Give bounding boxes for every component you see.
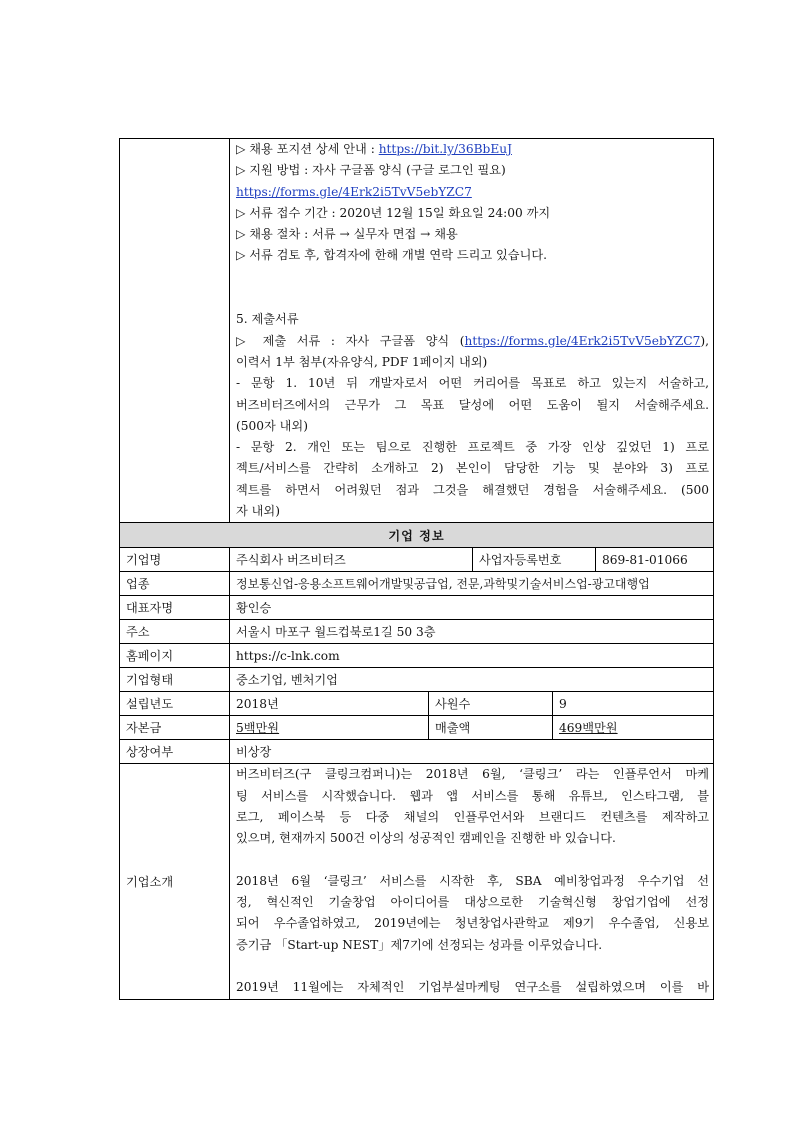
industry-label: 업종: [120, 572, 230, 595]
process-line: ▷ 채용 절차 : 서류 → 실무자 면접 → 채용: [236, 227, 458, 242]
company-type-row: [119, 668, 714, 692]
intro-line: 증기금 「Start-up NEST」제7기에 선정되는 성과를 이루었습니다.: [236, 937, 603, 952]
docs-line-3: - 문항 1. 10년 뒤 개발자로서 어떤 커리어를 목표로 하고 있는지 서술하고,: [236, 376, 709, 391]
intro-content: [230, 764, 713, 998]
homepage-value[interactable]: https://c-lnk.com: [236, 648, 340, 663]
intro-line: 되어 우수졸업하였고, 2019년에는 청년창업사관학교 제9기 우수졸업, 신용보: [236, 916, 709, 931]
company-type-value: 중소기업, 벤처기업: [236, 673, 338, 688]
docs-heading: 5. 제출서류: [236, 312, 299, 327]
intro-line: 있으며, 현재까지 500건 이상의 성공적인 캠페인을 진행한 바 있습니다.: [236, 831, 616, 846]
intro-line: 2019년 11월에는 자체적인 기업부설마케팅 연구소를 설립하였으며 이를 바: [236, 980, 709, 995]
company-name-value: 주식회사 버즈비터즈: [230, 548, 473, 571]
ceo-row: [119, 596, 714, 620]
deadline-line: ▷ 서류 접수 기간 : 2020년 12월 15일 화요일 24:00 까지: [236, 205, 551, 220]
sales-value: 469백만원: [559, 721, 618, 736]
docs-line-6: - 문항 2. 개인 또는 팀으로 진행한 프로젝트 중 가장 인상 깊었던 1) 프로: [236, 440, 709, 455]
company-name-label: 기업명: [120, 548, 230, 571]
sales-value-cell: [553, 716, 713, 739]
recruitment-details-label-cell: [120, 139, 230, 522]
capital-label: 자본금: [120, 716, 230, 739]
docs-line-1: ▷ 제출 서류 : 자사 구글폼 양식 (https://forms.gle/4Erk2i5TvV5ebYZC7),: [236, 333, 709, 348]
ceo-value: 황인승: [236, 601, 272, 616]
docs-line-9: 자 내외): [236, 504, 280, 519]
founded-row: [119, 692, 714, 716]
address-row: [119, 620, 714, 644]
homepage-label: 홈페이지: [120, 644, 230, 667]
position-link[interactable]: https://bit.ly/36BbEuJ: [378, 142, 512, 156]
address-value: 서울시 마포구 월드컵북로1길 50 3층: [236, 625, 436, 640]
spacer: [236, 288, 709, 309]
regno-label: 사업자등록번호: [473, 548, 596, 571]
industry-row: [119, 572, 714, 596]
intro-line: 정, 혁신적인 기술창업 아이디어를 대상으로한 기술혁신형 창업기업에 선정: [236, 895, 709, 910]
docs-line-8: 젝트를 하면서 어려웠던 점과 그것을 해결했던 경험을 서술해주세요. (500: [236, 482, 709, 497]
homepage-row: [119, 644, 714, 668]
notice-line: ▷ 서류 검토 후, 합격자에 한해 개별 연락 드리고 있습니다.: [236, 248, 547, 263]
spacer: [236, 850, 709, 871]
intro-row: [119, 764, 714, 999]
docs-form-link[interactable]: https://forms.gle/4Erk2i5TvV5ebYZC7: [464, 333, 701, 348]
intro-line: 버즈비터즈(구 클링크컴퍼니)는 2018년 6월, ‘클링크’ 라는 인플루언서 마케: [236, 767, 709, 782]
sales-label: 매출액: [429, 716, 553, 739]
founded-value: 2018년: [230, 692, 429, 715]
employees-label: 사원수: [429, 692, 553, 715]
position-info-line: ▷ 채용 포지션 상세 안내 : https://bit.ly/36BbEuJ: [236, 142, 512, 156]
capital-value: 5백만원: [236, 721, 280, 736]
listing-value: 비상장: [236, 745, 272, 760]
apply-form-link[interactable]: https://forms.gle/4Erk2i5TvV5ebYZC7: [236, 184, 472, 199]
regno-value: 869-81-01066: [602, 552, 688, 567]
founded-label: 설립년도: [120, 692, 230, 715]
company-name-row: [119, 548, 714, 572]
intro-label: 기업소개: [120, 764, 230, 998]
docs-line-5: (500자 내외): [236, 418, 308, 433]
listing-row: [119, 740, 714, 764]
docs-line-4: 버즈비터즈에서의 근무가 그 목표 달성에 어떤 도움이 될지 서술해주세요.: [236, 397, 709, 412]
spacer: [236, 267, 709, 288]
company-info-section-title: 기업 정보: [119, 523, 714, 548]
docs-line-2: 이력서 1부 첨부(자유양식, PDF 1페이지 내외): [236, 354, 488, 369]
intro-line: 팅 서비스를 시작했습니다. 웹과 앱 서비스를 통해 유튜브, 인스타그램, 블: [236, 788, 709, 803]
capital-value-cell: [230, 716, 429, 739]
capital-row: [119, 716, 714, 740]
apply-method-line: ▷ 지원 방법 : 자사 구글폼 양식 (구글 로그인 필요): [236, 163, 506, 178]
recruitment-details-content: [230, 139, 713, 522]
intro-line: 로그, 페이스북 등 다중 채널의 인플루언서와 브랜디드 컨텐츠를 제작하고: [236, 809, 709, 824]
listing-label: 상장여부: [120, 740, 230, 763]
company-type-label: 기업형태: [120, 668, 230, 691]
recruitment-document-table: [119, 138, 714, 1000]
spacer: [236, 956, 709, 977]
form-link-line: [236, 182, 709, 203]
docs-line-7: 젝트/서비스를 간략히 소개하고 2) 본인이 담당한 기능 및 분야와 3) 프로: [236, 461, 709, 476]
ceo-label: 대표자명: [120, 596, 230, 619]
intro-line: 2018년 6월 ‘클링크’ 서비스를 시작한 후, SBA 예비창업과정 우수기업 선: [236, 873, 709, 888]
industry-value: 정보통신업-응용소프트웨어개발및공급업, 전문,과학및기술서비스업-광고대행업: [236, 577, 650, 592]
address-label: 주소: [120, 620, 230, 643]
recruitment-details-row: [119, 138, 714, 523]
employees-value: 9: [559, 696, 567, 711]
